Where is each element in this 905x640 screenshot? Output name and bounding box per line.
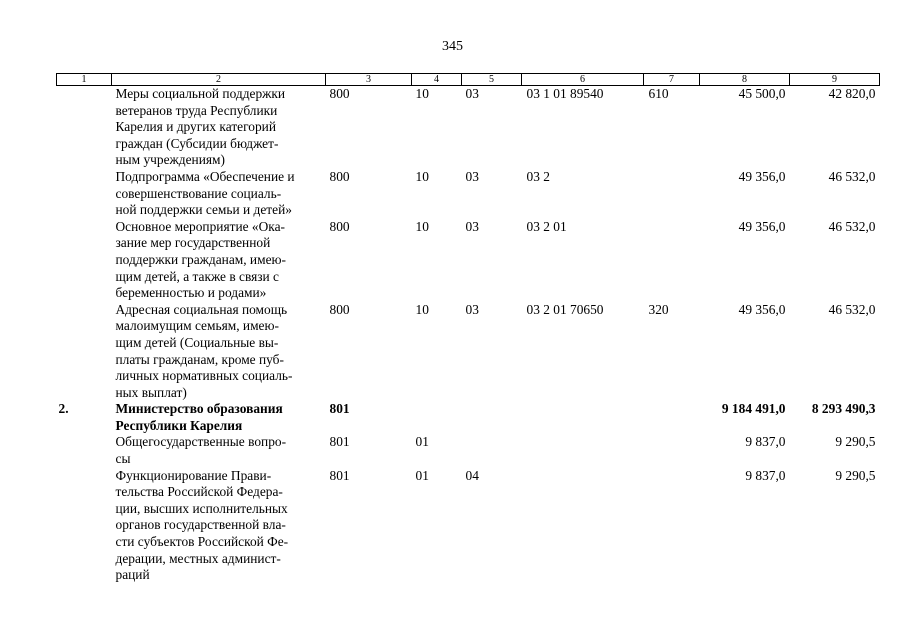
header-col-9: 9: [790, 74, 880, 86]
subsection-code: [462, 434, 522, 467]
row-description: [112, 169, 326, 219]
description-line: Республики Карелия: [115, 417, 243, 433]
amount-col-9: 42 820,0: [828, 86, 876, 101]
amount-col-9: 46 532,0: [828, 168, 876, 184]
section-code: [412, 401, 462, 434]
section-code: 10: [415, 86, 429, 101]
description-line: Подпрограмма «Обеспечение и: [115, 168, 295, 184]
description-line: щим детей, а также в связи с: [115, 268, 279, 284]
ministry-code: 800: [329, 218, 350, 234]
table-row: [57, 468, 880, 584]
section-code: 10: [415, 218, 429, 234]
description-line: платы гражданам, кроме пуб-: [115, 351, 284, 367]
description-line: беременностью и родами»: [115, 285, 267, 301]
ministry-code: 801: [329, 467, 350, 483]
row-description: [112, 86, 326, 169]
table-row: [57, 302, 880, 402]
description-line: органов государственной вла-: [115, 517, 286, 533]
subsection-code: 03: [465, 301, 479, 317]
page-number: 345: [442, 39, 463, 54]
description-line: раций: [115, 567, 150, 583]
description-line: щим детей (Социальные вы-: [115, 334, 279, 350]
subsection-code: 03: [465, 168, 479, 184]
description-line: Карелия и других категорий: [115, 119, 277, 135]
expense-type-code: 610: [648, 86, 669, 101]
description-line: Основное мероприятие «Ока-: [115, 218, 285, 234]
row-number: [57, 434, 112, 467]
row-number: 2.: [58, 401, 69, 417]
section-code: 10: [415, 301, 429, 317]
header-col-5: 5: [462, 74, 522, 86]
row-description: [112, 401, 326, 434]
description-line: личных нормативных социаль-: [115, 368, 293, 384]
expense-type-code: [644, 434, 700, 467]
amount-col-9: 8 293 490,3: [811, 401, 876, 417]
header-col-3: 3: [326, 74, 412, 86]
ministry-code: 800: [329, 168, 350, 184]
amount-col-8: 49 356,0: [738, 168, 786, 184]
amount-col-8: 9 837,0: [745, 467, 786, 483]
target-article-code: 03 2: [526, 168, 550, 184]
description-line: малоимущим семьям, имею-: [115, 318, 279, 334]
row-number: [57, 468, 112, 584]
header-col-8: 8: [700, 74, 790, 86]
expense-type-code: [644, 219, 700, 302]
description-line: зание мер государственной: [115, 235, 271, 251]
row-number: [57, 302, 112, 402]
amount-col-9: 46 532,0: [828, 218, 876, 234]
amount-col-9: 46 532,0: [828, 301, 876, 317]
description-line: граждан (Субсидии бюджет-: [115, 135, 279, 151]
table-row: [57, 169, 880, 219]
amount-col-9: 9 290,5: [835, 467, 876, 483]
target-article-code: 03 2 01: [526, 218, 567, 234]
description-line: сы: [115, 451, 131, 467]
ministry-code: 801: [329, 434, 350, 450]
ministry-code: 800: [329, 86, 350, 101]
budget-table: [56, 73, 880, 584]
ministry-code: 800: [329, 301, 350, 317]
description-line: Министерство образования: [115, 401, 283, 417]
subsection-code: [462, 401, 522, 434]
amount-col-8: 9 184 491,0: [721, 401, 786, 417]
amount-col-8: 49 356,0: [738, 301, 786, 317]
target-article-code: [522, 468, 644, 584]
subsection-code: 03: [465, 218, 479, 234]
row-number: [57, 86, 112, 169]
description-line: ной поддержки семьи и детей»: [115, 202, 292, 218]
section-code: 01: [415, 467, 429, 483]
table-row: [57, 434, 880, 467]
column-number-header: [57, 74, 880, 86]
description-line: Меры социальной поддержки: [115, 86, 286, 101]
section-code: 01: [415, 434, 429, 450]
row-description: [112, 468, 326, 584]
row-number: [57, 169, 112, 219]
expense-type-code: 320: [648, 301, 669, 317]
expense-type-code: [644, 169, 700, 219]
target-article-code: 03 1 01 89540: [526, 86, 604, 101]
table-row: [57, 86, 880, 169]
description-line: Общегосударственные вопро-: [115, 434, 287, 450]
subsection-code: 03: [465, 86, 479, 101]
description-line: сти субъектов Российской Фе-: [115, 534, 289, 550]
row-description: [112, 302, 326, 402]
description-line: ных выплат): [115, 384, 187, 400]
amount-col-8: 45 500,0: [738, 86, 786, 101]
target-article-code: 03 2 01 70650: [526, 301, 604, 317]
header-col-6: 6: [522, 74, 644, 86]
description-line: ции, высших исполнительных: [115, 500, 288, 516]
description-line: ветеранов труда Республики: [115, 102, 278, 118]
amount-col-8: 9 837,0: [745, 434, 786, 450]
description-line: тельства Российской Федера-: [115, 484, 283, 500]
description-line: совершенствование социаль-: [115, 185, 282, 201]
header-col-2: 2: [112, 74, 326, 86]
amount-col-9: 9 290,5: [835, 434, 876, 450]
description-line: ным учреждениям): [115, 152, 225, 168]
header-col-4: 4: [412, 74, 462, 86]
row-description: [112, 219, 326, 302]
description-line: Адресная социальная помощь: [115, 301, 288, 317]
amount-col-8: 49 356,0: [738, 218, 786, 234]
ministry-code: 801: [329, 401, 350, 417]
table-row: [57, 219, 880, 302]
description-line: поддержки гражданам, имею-: [115, 251, 286, 267]
table-row: [57, 401, 880, 434]
header-col-1: 1: [57, 74, 112, 86]
description-line: Функционирование Прави-: [115, 467, 272, 483]
expense-type-code: [644, 468, 700, 584]
row-number: [57, 219, 112, 302]
description-line: дерации, местных админист-: [115, 550, 281, 566]
row-description: [112, 434, 326, 467]
target-article-code: [522, 401, 644, 434]
expense-type-code: [644, 401, 700, 434]
subsection-code: 04: [465, 467, 479, 483]
header-col-7: 7: [644, 74, 700, 86]
section-code: 10: [415, 168, 429, 184]
target-article-code: [522, 434, 644, 467]
